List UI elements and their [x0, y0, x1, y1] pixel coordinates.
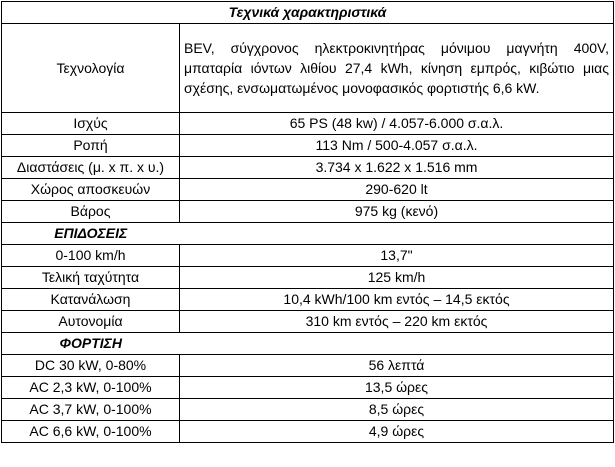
spec-value: 8,5 ώρες [180, 399, 614, 421]
spec-row-technology [2, 24, 614, 113]
spec-row [2, 267, 614, 289]
spec-row [2, 421, 614, 443]
spec-value: 290-620 lt [180, 179, 614, 201]
spec-row [2, 179, 614, 201]
spec-label: AC 3,7 kW, 0-100% [2, 399, 180, 421]
section-heading: ΦΟΡΤΙΣΗ [2, 333, 180, 355]
spec-value: 3.734 x 1.622 x 1.516 mm [180, 157, 614, 179]
title-row [2, 2, 614, 24]
section-spacer [180, 223, 614, 245]
spec-value: 4,9 ώρες [180, 421, 614, 443]
spec-label: DC 30 kW, 0-80% [2, 355, 180, 377]
spec-label: Κατανάλωση [2, 289, 180, 311]
spec-label: Τεχνολογία [2, 24, 180, 113]
spec-row [2, 113, 614, 135]
spec-label: Χώρος αποσκευών [2, 179, 180, 201]
spec-row [2, 157, 614, 179]
section-row-charging [2, 333, 614, 355]
spec-label: Διαστάσεις (μ. x π. x υ.) [2, 157, 180, 179]
spec-row [2, 289, 614, 311]
spec-value: BEV, σύγχρονος ηλεκτροκινητήρας μόνιμου μαγνήτη 400V, μπαταρία ιόντων λιθίου 27,4 kWh, κίνηση εμπρός, κιβώτιο μιας σχέσης, ενσωματωμένος μονοφασικός φορτιστής 6,6 kW. [180, 24, 614, 113]
spec-label: 0-100 km/h [2, 245, 180, 267]
spec-label: Τελική ταχύτητα [2, 267, 180, 289]
spec-value: 975 kg (κενό) [180, 201, 614, 223]
spec-row [2, 201, 614, 223]
spec-value: 125 km/h [180, 267, 614, 289]
spec-label: AC 2,3 kW, 0-100% [2, 377, 180, 399]
table-title: Τεχνικά χαρακτηριστικά [2, 2, 614, 24]
spec-table [1, 1, 614, 443]
spec-value: 10,4 kWh/100 km εντός – 14,5 εκτός [180, 289, 614, 311]
spec-label: AC 6,6 kW, 0-100% [2, 421, 180, 443]
spec-label: Ισχύς [2, 113, 180, 135]
section-row-performance [2, 223, 614, 245]
spec-label: Αυτονομία [2, 311, 180, 333]
spec-row [2, 135, 614, 157]
spec-label: Ροπή [2, 135, 180, 157]
spec-label: Βάρος [2, 201, 180, 223]
spec-row [2, 245, 614, 267]
spec-value: 56 λεπτά [180, 355, 614, 377]
section-spacer [180, 333, 614, 355]
spec-row [2, 399, 614, 421]
section-heading: ΕΠΙΔΟΣΕΙΣ [2, 223, 180, 245]
spec-value: 113 Nm / 500-4.057 σ.α.λ. [180, 135, 614, 157]
spec-value: 13,7" [180, 245, 614, 267]
spec-value: 13,5 ώρες [180, 377, 614, 399]
spec-value: 65 PS (48 kw) / 4.057-6.000 σ.α.λ. [180, 113, 614, 135]
spec-row [2, 377, 614, 399]
spec-value: 310 km εντός – 220 km εκτός [180, 311, 614, 333]
spec-row [2, 355, 614, 377]
spec-row [2, 311, 614, 333]
